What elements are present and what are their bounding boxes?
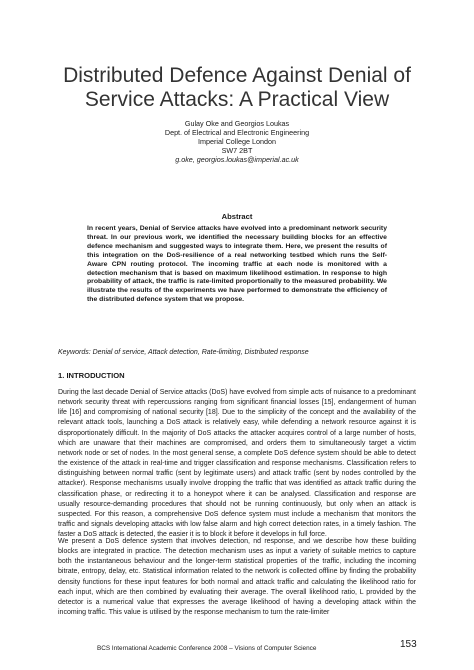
author-department: Dept. of Electrical and Electronic Engineering [164,128,310,137]
abstract-text: In recent years, Denial of Service attacks have evolved into a predominant network security threat. In our previous work, we identified the necessary building blocks for an effective defence mechanism and suggested ways to integrate them. Here, we present the results of this integration on the DoS-resilience of a real networking testbed which runs the Self-Aware CPN routing protocol. The incoming traffic at each node is monitored with a detection mechanism that is based on maximum likelihood estimation. In response to high probability of attack, the traffic is rate-limited proportionally to the measured probability. We illustrate the results of the experiments we have performed to demonstrate the efficiency of the distributed defence system that we propose. [87,225,387,304]
author-postcode: SW7 2BT [221,146,253,155]
author-emails: g.oke, georgios.loukas@imperial.ac.uk [175,155,299,164]
section-heading: 1. INTRODUCTION [58,371,125,380]
intro-paragraph-2: We present a DoS defence system that involves detection, nd response, and we describe how these building blocks are integrated in practice. The detection mechanism uses as input a variety of suitable metrics to capture both the instantaneous behaviour and the longer-term statistical properties of the traffic, including the incoming bitrate, entropy, delay, etc. Statistical information related to the network is collected offline by finding the probability density functions for these input features for both normal and attack traffic and calculating the likelihood ratio for each input, which are then combined by evaluating their average. The overall likelihood ratio, L provided by the detector is a numerical value that expresses the average likelihood of having a developing attack within the incoming traffic. This value is utilised by the response mechanism to turn the rate-limiter [58,538,416,617]
keywords: Keywords: Denial of service, Attack detection, Rate-limiting, Distributed response [58,349,309,356]
author-institution: Imperial College London [198,137,276,146]
paper-title: Distributed Defence Against Denial of Service Attacks: A Practical View [63,64,411,111]
author-block [100,119,374,164]
page-number: 153 [400,639,417,650]
intro-paragraph-1: During the last decade Denial of Service attacks (DoS) have evolved from simple acts of nuisance to a predominant network security threat with repercussions ranging from significant financial losses [15], endangerment of human life [16] and compromising of national security [18]. Due to the simplicity of the concept and the availability of the relevant attack tools, launching a DoS attack is relatively easy, while defending a network resource against it is disproportionately difficult. In the majority of DoS attacks the attacker acquires control of a large number of hosts, which are unaware that their machines are compromised, and orders them to simultaneously target a victim network node or set of nodes. In the most general sense, a complete DoS defence system should be able to detect the existence of the attack in real-time and trigger classification and response mechanisms. Classification refers to distinguishing between normal traffic (sent by legitimate users) and attack traffic (sent by nodes controlled by the attacker). Response mechanisms usually involve dropping the traffic that was identified as attack traffic during the classification phase, or redirecting it to a honeypot where it can be analysed. Classification and response are usually resource-demanding procedures that should not be running continuously, but only when an attack is suspected. For this reason, a comprehensive DoS defence system must include a mechanism that monitors the traffic and signals developing attacks with low false alarm and high correct detection rates, in a timely fashion. The faster a DoS attack is detected, the easier it is to block it before it develops in full force. [58,389,416,539]
page-footer: BCS International Academic Conference 2008 – Visions of Computer Science [97,645,317,652]
abstract-heading: Abstract [221,212,253,221]
author-names: Gulay Oke and Georgios Loukas [184,119,290,128]
